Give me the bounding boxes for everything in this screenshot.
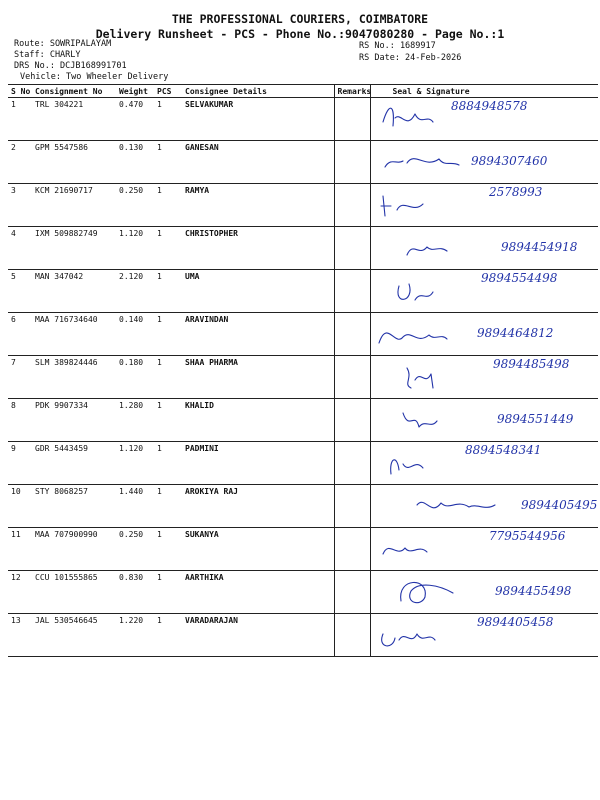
- table-row: [8, 571, 598, 614]
- handwritten-signature: [371, 526, 591, 570]
- row-signature: [370, 356, 598, 399]
- signature-phone: 8884948578: [450, 99, 527, 113]
- signature-phone: 9894464812: [476, 326, 553, 340]
- row-weight: 2.120: [116, 270, 154, 313]
- row-consignee: SELVAKUMAR: [182, 98, 334, 141]
- signature-phone: 9894551449: [496, 412, 573, 426]
- row-sno: 6: [8, 313, 32, 356]
- row-remarks: [334, 356, 370, 399]
- row-consignee: SHAA PHARMA: [182, 356, 334, 399]
- row-pcs: 1: [154, 227, 182, 270]
- row-consignee: UMA: [182, 270, 334, 313]
- row-consignee: SUKANYA: [182, 528, 334, 571]
- signature-stroke: [383, 108, 433, 126]
- header-consignee: Consignee Details: [182, 85, 334, 98]
- row-signature: [370, 227, 598, 270]
- table-row: [8, 485, 598, 528]
- row-consignee: CHRISTOPHER: [182, 227, 334, 270]
- row-consignee: AROKIYA RAJ: [182, 485, 334, 528]
- signature-stroke: [385, 159, 459, 167]
- row-signature: [370, 98, 598, 141]
- signature-stroke: [390, 460, 422, 474]
- row-consignee: PADMINI: [182, 442, 334, 485]
- row-weight: 1.120: [116, 442, 154, 485]
- table-row: [8, 614, 598, 657]
- handwritten-signature: [371, 612, 591, 656]
- signature-phone: 9894307460: [470, 154, 547, 168]
- row-weight: 0.140: [116, 313, 154, 356]
- drs-number: DRS No.: DCJB168991701: [14, 61, 127, 71]
- header-weight: Weight: [116, 85, 154, 98]
- row-consignment-no: STY 8068257: [32, 485, 116, 528]
- handwritten-signature: [371, 483, 597, 527]
- signature-phone: 9894485498: [492, 357, 569, 371]
- rs-number: RS No.: 1689917: [359, 41, 436, 51]
- row-sno: 8: [8, 399, 32, 442]
- signature-phone: 9894455498: [494, 584, 571, 598]
- rs-date: RS Date: 24-Feb-2026: [359, 53, 462, 63]
- row-consignment-no: JAL 530546645: [32, 614, 116, 657]
- header-remarks: Remarks: [334, 85, 370, 98]
- row-signature: [370, 571, 598, 614]
- row-remarks: [334, 485, 370, 528]
- route-label: Route: SOWRIPALAYAM: [14, 39, 112, 49]
- row-pcs: 1: [154, 442, 182, 485]
- signature-phone: 9894554498: [480, 271, 557, 285]
- signature-phone: 8894548341: [464, 443, 541, 457]
- row-consignment-no: SLM 389824446: [32, 356, 116, 399]
- row-signature: [370, 141, 598, 184]
- signature-stroke: [397, 284, 432, 300]
- table-row: [8, 184, 598, 227]
- table-row: [8, 356, 598, 399]
- row-consignment-no: IXM 509882749: [32, 227, 116, 270]
- row-remarks: [334, 571, 370, 614]
- handwritten-signature: [371, 311, 591, 355]
- row-sno: 12: [8, 571, 32, 614]
- row-pcs: 1: [154, 399, 182, 442]
- handwritten-signature: [371, 96, 591, 140]
- row-pcs: 1: [154, 184, 182, 227]
- row-consignment-no: PDK 9907334: [32, 399, 116, 442]
- row-weight: 0.470: [116, 98, 154, 141]
- header-consignment: Consignment No: [32, 85, 116, 98]
- table-row: [8, 399, 598, 442]
- row-consignee: KHALID: [182, 399, 334, 442]
- signature-phone: 9894454918: [500, 240, 577, 254]
- row-consignee: GANESAN: [182, 141, 334, 184]
- signature-stroke: [403, 413, 437, 427]
- row-remarks: [334, 614, 370, 657]
- row-weight: 0.130: [116, 141, 154, 184]
- table-row: [8, 227, 598, 270]
- table-row: [8, 141, 598, 184]
- row-sno: 5: [8, 270, 32, 313]
- signature-stroke: [407, 247, 447, 255]
- vehicle-label: Vehicle: Two Wheeler Delivery: [20, 72, 169, 82]
- handwritten-signature: [371, 268, 591, 312]
- signature-phone: 9894405495: [520, 498, 597, 512]
- row-weight: 0.830: [116, 571, 154, 614]
- row-signature: [370, 184, 598, 227]
- row-consignee: ARAVINDAN: [182, 313, 334, 356]
- handwritten-signature: [371, 440, 591, 484]
- row-consignment-no: MAA 707900990: [32, 528, 116, 571]
- document-title: THE PROFESSIONAL COURIERS, COIMBATORE: [171, 12, 429, 26]
- signature-stroke: [381, 634, 434, 646]
- row-signature: [370, 442, 598, 485]
- row-weight: 1.220: [116, 614, 154, 657]
- row-pcs: 1: [154, 614, 182, 657]
- row-remarks: [334, 528, 370, 571]
- row-consignment-no: MAN 347042: [32, 270, 116, 313]
- handwritten-signature: [371, 182, 591, 226]
- row-remarks: [334, 98, 370, 141]
- row-consignment-no: KCM 21690717: [32, 184, 116, 227]
- signature-stroke: [381, 196, 423, 216]
- row-weight: 1.440: [116, 485, 154, 528]
- row-pcs: 1: [154, 485, 182, 528]
- row-remarks: [334, 270, 370, 313]
- runsheet-table: [8, 84, 598, 657]
- row-sno: 11: [8, 528, 32, 571]
- table-row: [8, 270, 598, 313]
- row-pcs: 1: [154, 356, 182, 399]
- signature-phone: 9894405458: [476, 615, 553, 629]
- row-signature: [370, 485, 598, 528]
- row-consignment-no: GPM 5547586: [32, 141, 116, 184]
- row-consignee: AARTHIKA: [182, 571, 334, 614]
- row-consignee: VARADARAJAN: [182, 614, 334, 657]
- row-pcs: 1: [154, 270, 182, 313]
- row-sno: 4: [8, 227, 32, 270]
- row-signature: [370, 313, 598, 356]
- row-signature: [370, 399, 598, 442]
- row-weight: 0.180: [116, 356, 154, 399]
- row-consignment-no: GDR 5443459: [32, 442, 116, 485]
- row-remarks: [334, 442, 370, 485]
- handwritten-signature: [371, 139, 591, 183]
- header-sno: S No: [8, 85, 32, 98]
- row-consignment-no: TRL 304221: [32, 98, 116, 141]
- table-row: [8, 528, 598, 571]
- staff-label: Staff: CHARLY: [14, 50, 81, 60]
- row-pcs: 1: [154, 528, 182, 571]
- table-row: [8, 442, 598, 485]
- signature-stroke: [379, 333, 447, 343]
- signature-phone: 2578993: [488, 185, 542, 199]
- row-pcs: 1: [154, 98, 182, 141]
- row-pcs: 1: [154, 141, 182, 184]
- row-sno: 13: [8, 614, 32, 657]
- handwritten-signature: [371, 397, 591, 441]
- row-signature: [370, 528, 598, 571]
- row-signature: [370, 270, 598, 313]
- signature-stroke: [407, 368, 433, 388]
- row-weight: 0.250: [116, 184, 154, 227]
- row-sno: 3: [8, 184, 32, 227]
- signature-stroke: [417, 502, 495, 508]
- header-pcs: PCS: [154, 85, 182, 98]
- row-weight: 1.120: [116, 227, 154, 270]
- signature-stroke: [383, 548, 427, 554]
- row-weight: 0.250: [116, 528, 154, 571]
- header-signature: Seal & Signature: [370, 85, 598, 98]
- table-row: [8, 313, 598, 356]
- row-sno: 7: [8, 356, 32, 399]
- row-sno: 10: [8, 485, 32, 528]
- row-sno: 1: [8, 98, 32, 141]
- row-remarks: [334, 141, 370, 184]
- row-consignment-no: CCU 101555865: [32, 571, 116, 614]
- handwritten-signature: [371, 354, 591, 398]
- signature-stroke: [400, 582, 452, 602]
- table-row: [8, 98, 598, 141]
- runsheet-subtitle: Delivery Runsheet - PCS - Phone No.:9047080280 - Page No.:1: [95, 27, 505, 41]
- signature-phone: 7795544956: [488, 529, 565, 543]
- row-pcs: 1: [154, 313, 182, 356]
- row-pcs: 1: [154, 571, 182, 614]
- handwritten-signature: [371, 569, 591, 613]
- row-consignment-no: MAA 716734640: [32, 313, 116, 356]
- row-remarks: [334, 227, 370, 270]
- row-remarks: [334, 313, 370, 356]
- handwritten-signature: [371, 225, 591, 269]
- row-sno: 2: [8, 141, 32, 184]
- row-sno: 9: [8, 442, 32, 485]
- row-remarks: [334, 184, 370, 227]
- row-consignee: RAMYA: [182, 184, 334, 227]
- row-signature: [370, 614, 598, 657]
- row-remarks: [334, 399, 370, 442]
- row-weight: 1.280: [116, 399, 154, 442]
